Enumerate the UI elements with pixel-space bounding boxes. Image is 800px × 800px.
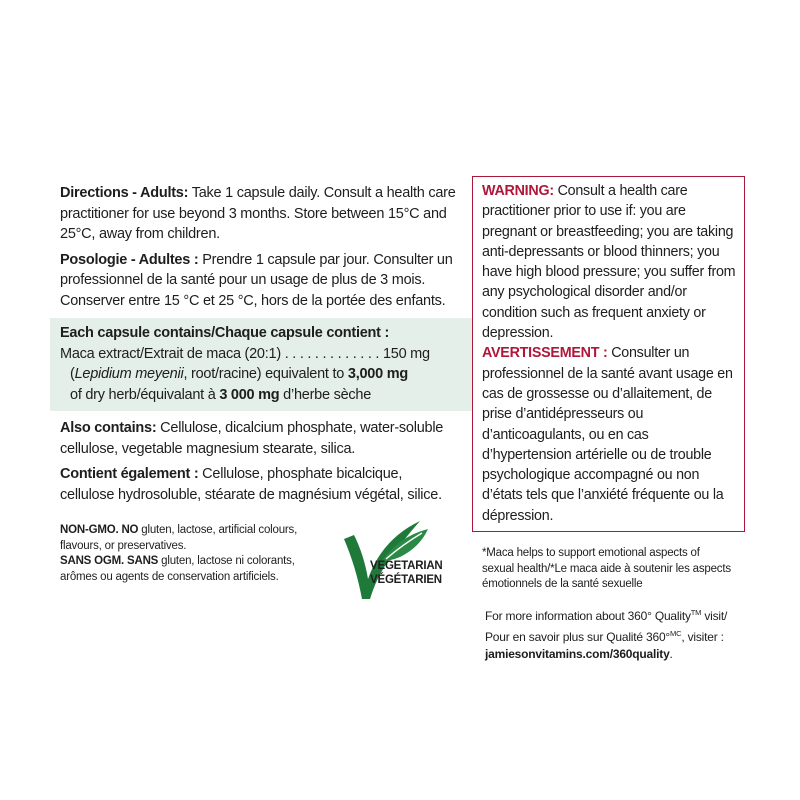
directions-fr-label: Posologie - Adultes :	[60, 251, 199, 268]
warning-fr-text: Consulter un professionnel de la santé avant usage en cas de grossesse ou d’allaitement, de prise d’antidépresseurs ou d’anticoagulants, ou en cas d’hypertension artérielle ou de trouble psychologique accompagné ou non d’états tels que l’anxiété fréquente ou la dépression.	[482, 345, 733, 524]
equivalent-text-b: d’herbe sèche	[279, 386, 372, 403]
vegetarian-text	[370, 559, 443, 587]
capsule-contents-box	[50, 318, 472, 411]
directions-fr-text: Prendre 1 capsule par jour. Consulter un professionnel de la santé pour un usage de plus de 3 mois. Conserver entre 15 °C et 25 °C, hors de la portée des enfants.	[60, 251, 453, 309]
directions-fr	[60, 250, 460, 312]
free-from-fr	[60, 554, 330, 585]
free-from-fr-bold: SANS OGM. SANS	[60, 555, 159, 567]
also-en-text: Cellulose, dicalcium phosphate, water-soluble cellulose, vegetable magnesium stearate, silica.	[60, 420, 444, 457]
free-from-en-bold: NON-GMO. NO	[60, 524, 139, 536]
capsule-ingredient-line	[60, 344, 462, 365]
vegetarian-en: VEGETARIAN	[370, 560, 443, 572]
free-from-en	[60, 523, 330, 554]
info-line-fr	[485, 625, 745, 646]
tm-mark: TM	[690, 607, 702, 617]
info-line-en	[485, 604, 745, 625]
url-period: .	[669, 646, 673, 661]
directions-en-label: Directions - Adults:	[60, 185, 189, 201]
capsule-equivalent-line	[60, 385, 462, 406]
mc-mark: MC	[670, 628, 682, 638]
also-fr-label: Contient également :	[60, 466, 199, 482]
info-en-a: For more information about 360° Quality	[485, 608, 691, 623]
vegetarian-fr: VÉGÉTARIEN	[370, 574, 442, 586]
warning-en-label: WARNING:	[482, 183, 554, 199]
free-from-section	[60, 523, 460, 603]
also-fr	[60, 464, 460, 505]
vegetarian-logo	[342, 517, 472, 603]
equivalent-fr: 3 000 mg	[219, 386, 280, 403]
source-open: (	[70, 366, 75, 382]
warning-en-text: Consult a health care practitioner prior to use if: you are pregnant or breastfeeding; you are taking anti-depressants or blood thinners; you have high blood pressure; you suffer from any psychological disorder and/or condition such as frequent anxiety or depression.	[482, 183, 736, 342]
free-from-en-text: gluten, lactose, artificial colours, flavours, or preservatives.	[60, 524, 298, 552]
ingredient-dots: . . . . . . . . . . . . .	[280, 345, 383, 362]
warning-fr	[482, 343, 736, 526]
left-column	[60, 183, 460, 603]
equivalent-text-a: of dry herb/équivalant à	[70, 386, 220, 403]
capsule-source-line	[60, 364, 462, 385]
info-fr-b: , visiter :	[681, 629, 724, 644]
source-rest: , root/racine) equivalent to	[183, 366, 348, 382]
info-en-b: visit/	[701, 608, 728, 623]
directions-en	[60, 183, 460, 245]
right-column	[472, 176, 744, 663]
maca-note-text: *Maca helps to support emotional aspects of sexual health/*Le maca aide à soutenir les aspects émotionnels de la santé sexuelle	[482, 547, 731, 591]
ingredient-name: Maca extract/Extrait de maca (20:1)	[60, 345, 281, 362]
directions-en-text: Take 1 capsule daily. Consult a health care practitioner for use beyond 3 months. Store between 15°C and 25°C, away from children.	[60, 185, 456, 242]
ingredient-amount: 150 mg	[382, 345, 430, 362]
maca-note	[482, 546, 732, 593]
quality-url: jamiesonvitamins.com/360quality	[485, 646, 670, 661]
also-fr-text: Cellulose, phosphate bicalcique, cellulose hydrosoluble, stéarate de magnésium végétal, silice.	[60, 466, 442, 503]
equivalent-en: 3,000 mg	[347, 366, 408, 382]
info-fr-a: Pour en savoir plus sur Qualité 360°	[485, 629, 671, 644]
free-from-fr-text: gluten, lactose ni colorants, arômes ou agents de conservation artificiels.	[60, 555, 295, 583]
also-en-label: Also contains:	[60, 420, 157, 436]
warning-fr-label: AVERTISSEMENT :	[482, 345, 608, 362]
warning-box	[472, 176, 745, 532]
also-en	[60, 418, 460, 459]
warning-en	[482, 181, 736, 343]
capsule-heading: Each capsule contains/Chaque capsule contient :	[60, 325, 390, 341]
quality-info	[485, 604, 745, 663]
source-latin: Lepidium meyenii	[74, 366, 184, 382]
info-url-line	[485, 646, 745, 663]
also-contains-section	[60, 418, 460, 505]
